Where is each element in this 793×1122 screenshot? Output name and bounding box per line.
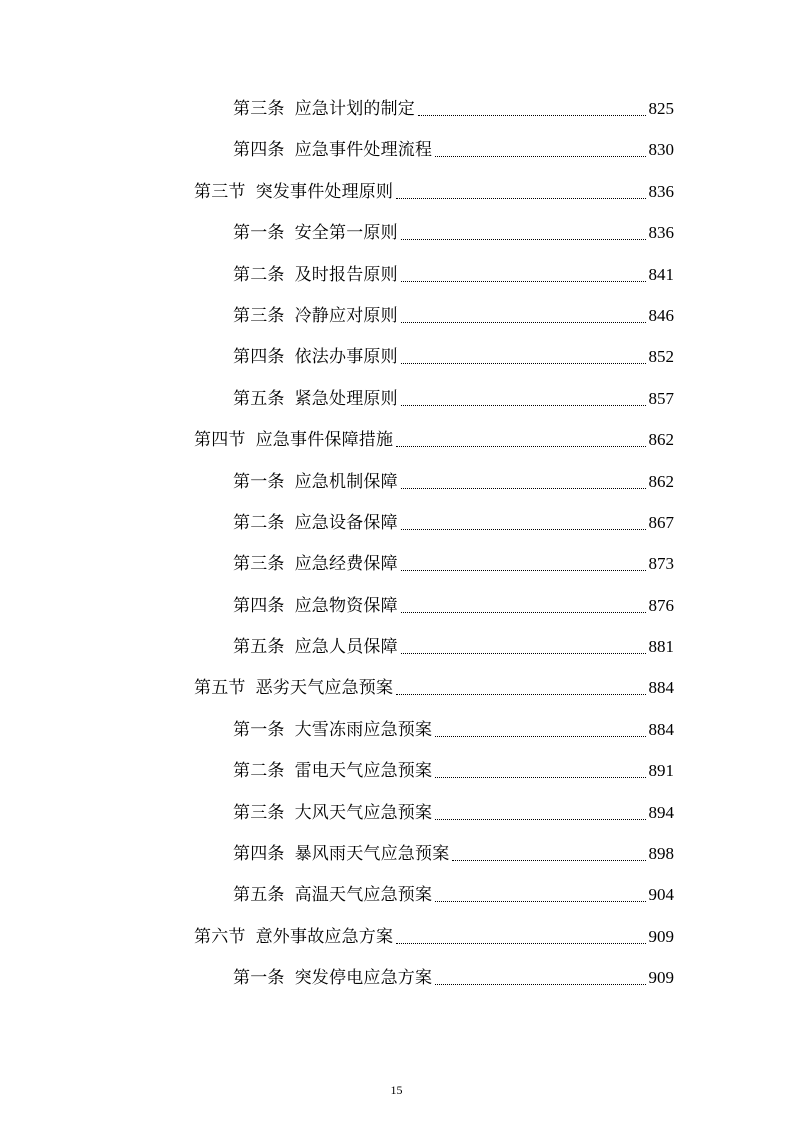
toc-entry[interactable] xyxy=(0,503,793,544)
toc-entry[interactable] xyxy=(0,834,793,875)
toc-entry-page: 884 xyxy=(648,719,674,739)
toc-dot-leader xyxy=(435,819,645,820)
toc-entry-page: 873 xyxy=(648,554,674,574)
toc-entry[interactable] xyxy=(0,586,793,627)
toc-entry[interactable] xyxy=(0,337,793,378)
toc-entry[interactable] xyxy=(0,917,793,958)
toc-entry-title: 雷电天气应急预案 xyxy=(294,761,433,782)
toc-entry-page: 857 xyxy=(648,388,674,408)
toc-entry-title: 应急物资保障 xyxy=(294,595,398,616)
toc-dot-leader xyxy=(396,694,645,695)
toc-entry-label: 第三条 xyxy=(233,305,285,326)
toc-entry-page: 898 xyxy=(648,844,674,864)
toc-entry-label: 第一条 xyxy=(233,223,285,244)
toc-entry-label: 第一条 xyxy=(233,471,285,492)
toc-entry-label: 第四条 xyxy=(233,844,285,865)
toc-dot-leader xyxy=(435,901,645,902)
toc-entry-label: 第三节 xyxy=(194,181,246,202)
toc-dot-leader xyxy=(435,156,645,157)
toc-entry-page: 909 xyxy=(648,926,674,946)
toc-dot-leader xyxy=(401,653,646,654)
toc-entry-page: 904 xyxy=(648,885,674,905)
toc-entry[interactable] xyxy=(0,296,793,337)
toc-entry[interactable] xyxy=(0,462,793,503)
toc-entry-title: 高温天气应急预案 xyxy=(294,885,433,906)
toc-entry[interactable] xyxy=(0,793,793,834)
toc-dot-leader xyxy=(401,405,646,406)
toc-entry-title: 应急经费保障 xyxy=(294,554,398,575)
toc-entry-title: 紧急处理原则 xyxy=(294,388,398,409)
toc-entry-title: 突发停电应急方案 xyxy=(294,968,433,989)
toc-entry-label: 第四条 xyxy=(233,140,285,161)
toc-entry[interactable] xyxy=(0,875,793,916)
toc-entry-title: 依法办事原则 xyxy=(294,347,398,368)
toc-entry[interactable] xyxy=(0,420,793,461)
toc-entry-title: 冷静应对原则 xyxy=(294,305,398,326)
toc-dot-leader xyxy=(401,529,646,530)
toc-entry-label: 第四条 xyxy=(233,347,285,368)
toc-entry-title: 及时报告原则 xyxy=(294,264,398,285)
toc-entry-title: 恶劣天气应急预案 xyxy=(255,678,394,699)
toc-entry-label: 第二条 xyxy=(233,512,285,533)
toc-entry-label: 第三条 xyxy=(233,99,285,119)
toc-entry-label: 第三条 xyxy=(233,554,285,575)
toc-entry[interactable] xyxy=(0,130,793,171)
toc-entry-page: 862 xyxy=(648,471,674,491)
toc-entry-page: 830 xyxy=(648,140,674,160)
toc-entry[interactable] xyxy=(0,958,793,999)
toc-entry-page: 841 xyxy=(648,264,674,284)
toc-entry-label: 第五条 xyxy=(233,388,285,409)
toc-dot-leader xyxy=(401,363,646,364)
toc-entry-page: 876 xyxy=(648,595,674,615)
toc-entry-label: 第三条 xyxy=(233,802,285,823)
toc-entry[interactable] xyxy=(0,544,793,585)
toc-dot-leader xyxy=(452,860,645,861)
page-number: 15 xyxy=(390,1083,403,1097)
toc-entry-title: 安全第一原则 xyxy=(294,223,398,244)
toc-entry-title: 大雪冻雨应急预案 xyxy=(294,719,433,740)
toc-entry-label: 第一条 xyxy=(233,719,285,740)
toc-entry[interactable] xyxy=(0,255,793,296)
toc-entry-title: 突发事件处理原则 xyxy=(255,181,394,202)
toc-entry-page: 867 xyxy=(648,512,674,532)
toc-entry-label: 第二条 xyxy=(233,264,285,285)
toc-dot-leader xyxy=(401,488,646,489)
toc-entry-label: 第五节 xyxy=(194,678,246,699)
toc-entry-page: 884 xyxy=(648,678,674,698)
toc-entry-page: 836 xyxy=(648,223,674,243)
toc-entry-title: 暴风雨天气应急预案 xyxy=(294,844,450,865)
toc-dot-leader xyxy=(418,115,645,116)
toc-entry-label: 第五条 xyxy=(233,885,285,906)
toc-entry[interactable] xyxy=(0,89,793,130)
toc-entry-title: 应急事件保障措施 xyxy=(255,430,394,451)
toc-dot-leader xyxy=(401,239,646,240)
toc-entry-title: 应急机制保障 xyxy=(294,471,398,492)
toc-entry-page: 881 xyxy=(648,637,674,657)
toc-dot-leader xyxy=(401,612,646,613)
toc-entry-title: 应急事件处理流程 xyxy=(294,140,433,161)
toc-dot-leader xyxy=(396,198,645,199)
toc-dot-leader xyxy=(396,943,645,944)
toc-entry-label: 第四节 xyxy=(194,430,246,451)
toc-entry-page: 891 xyxy=(648,761,674,781)
toc-entry-page: 825 xyxy=(648,99,674,118)
toc-entry-title: 应急人员保障 xyxy=(294,637,398,658)
toc-entry-page: 836 xyxy=(648,181,674,201)
toc-entry-page: 894 xyxy=(648,802,674,822)
toc-entry-label: 第一条 xyxy=(233,968,285,989)
toc-dot-leader xyxy=(401,322,646,323)
toc-entry-page: 909 xyxy=(648,968,674,988)
toc-entry[interactable] xyxy=(0,172,793,213)
toc-entry[interactable] xyxy=(0,213,793,254)
toc-entry[interactable] xyxy=(0,710,793,751)
toc-entry-label: 第四条 xyxy=(233,595,285,616)
toc-entry-title: 意外事故应急方案 xyxy=(255,926,394,947)
toc-entry-page: 862 xyxy=(648,430,674,450)
toc-entry[interactable] xyxy=(0,751,793,792)
toc-dot-leader xyxy=(435,736,645,737)
toc-dot-leader xyxy=(401,281,646,282)
toc-entry-page: 852 xyxy=(648,347,674,367)
toc-dot-leader xyxy=(396,446,645,447)
toc-entry-label: 第五条 xyxy=(233,637,285,658)
toc-entry-label: 第六节 xyxy=(194,926,246,947)
toc-dot-leader xyxy=(435,777,645,778)
toc-entry-title: 应急设备保障 xyxy=(294,512,398,533)
toc-entry[interactable] xyxy=(0,668,793,709)
toc-entry[interactable] xyxy=(0,627,793,668)
toc-dot-leader xyxy=(401,570,646,571)
toc-entry-page: 846 xyxy=(648,305,674,325)
table-of-contents xyxy=(0,89,793,1000)
toc-entry[interactable] xyxy=(0,379,793,420)
toc-entry-title: 应急计划的制定 xyxy=(294,99,416,119)
toc-entry-label: 第二条 xyxy=(233,761,285,782)
toc-entry-title: 大风天气应急预案 xyxy=(294,802,433,823)
toc-dot-leader xyxy=(435,984,645,985)
